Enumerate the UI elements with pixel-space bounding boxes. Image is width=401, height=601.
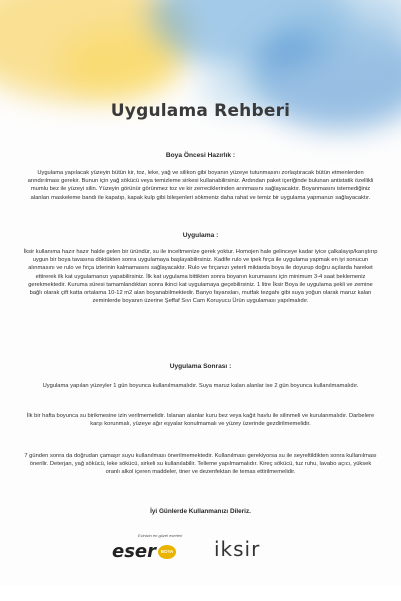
preparation-paragraph: Uygulama yapılacak yüzeyin bütün kir, toz, leke, yağ ve silikon gibi boyanın yüzeye tutunmasını zorlaştıracak bütün etmenlerden arındırılması gerekir. Bunun için yağ sökücü veya temizleme sirkesi kullanabilirsiniz. Ardından paket içeriğinde bulunan antistatik özellikli mumlu bez ile yüzeyi silin. Yüzeyin görünür görünmez toz ve kir zerreciklerinden arınmasını sağlayacaktır. Boyanmasını istemediğiniz alanları maskeleme bandı ile kapatıp, kapak kulp gibi bileşenleri sökmeniz daha rahat ve temiz bir uygulama yapmanızı sağlayacaktır. bbox=[27, 170, 374, 201]
aftercare-paragraph-1: Uygulama yapılan yüzeyler 1 gün boyunca kullanılmamalıdır. Suya maruz kalan alanlar ise 2 gün boyunca kullanılmamalıdır. bbox=[42, 383, 359, 389]
application-paragraph: İksir kullanıma hazır hazır halde gelen bir üründür, su ile inceltmenize gerek yoktur. Homojen hale gelinceye kadar iyice çalkalayıp/karıştırıp uygun bir boya tavasına döktükten sonra uygulamaya başlayabilirsiniz. Kadife rulo ve ipek fırça ile uygulama yapmak en iyi sonucun alınmasını ve rulo ve fırça izlerinin kalmamasını sağlayacaktır. Rulo ve fırçanızı yeterli miktarda boya ile doyurup doğru açılarda hareket ettirerek ilk kat uygulamanızı yapabilirsiniz. İlk kat uygulama bittikten sonra boyanın kurumasını için minimum 3-4 saat beklemeniz gerekmektedir. Kuruma süresi tamamlandıktan sonra ikinci kat uygulamaya geçebilirsiniz. 1 litre İksir Boya ile uygulama şekli ve zemine bağlı olarak çift katta ortalama 10-12 m2 alan boyanabilmektedir. Banyo fayansları, mutfak tezgahı gibi suya yoğun olarak maruz kalan zeminlerde boyanın üzerine Şeffaf Sıvı Cam Koruyucu Ürün uygulaması yapılmalıdır. bbox=[23, 249, 378, 305]
aftercare-paragraph-3: 7 günden sonra da doğrudan çamaşır suyu kullanılması önerilmemektedir. Kullanılması gerekiyorsa su ile seyreltildikten sonra kullanılması önerilir. Deterjan, yağ sökücü, leke sökücü, sirkeli su kullanılabilir. Telleme yapılmamalıdır. Kireç sökücü, tuz ruhu, lavabo açıcı, yüksek oranlı alkol içeren maddeler, tiner ve dezenfektan ile temas ettirilmemelidir. bbox=[24, 453, 377, 476]
closing-message: İyi Günlerde Kullanmanızı Dileriz. bbox=[150, 508, 251, 515]
section-heading-aftercare: Uygulama Sonrası : bbox=[169, 363, 232, 370]
eser-boya-logo bbox=[112, 533, 202, 567]
section-heading-preparation: Boya Öncesi Hazırlık : bbox=[165, 152, 236, 159]
eser-slogan: Evinizin en güzel eserleri bbox=[138, 533, 183, 538]
iksir-logo: iksir bbox=[214, 537, 261, 561]
brand-logos bbox=[0, 525, 401, 575]
page-title: Uygulama Rehberi bbox=[110, 101, 291, 121]
eser-logo-word: eser bbox=[112, 541, 157, 562]
section-heading-application: Uygulama : bbox=[182, 232, 219, 239]
aftercare-paragraph-2: İlk bir hafta boyunca su birikmesine izin verilmemelidir. Islanan alanlar kuru bez veya kağıt havlu ile silinmeli ve kurulanmalıdır. Darbelere karşı korunmalı, yüzeye ağır eşyalar konulmamalı ve yüzey üzerinde gezdirilmemelidir. bbox=[26, 413, 375, 428]
bottom-margin bbox=[0, 585, 401, 601]
boya-badge: BOYA bbox=[158, 545, 176, 559]
